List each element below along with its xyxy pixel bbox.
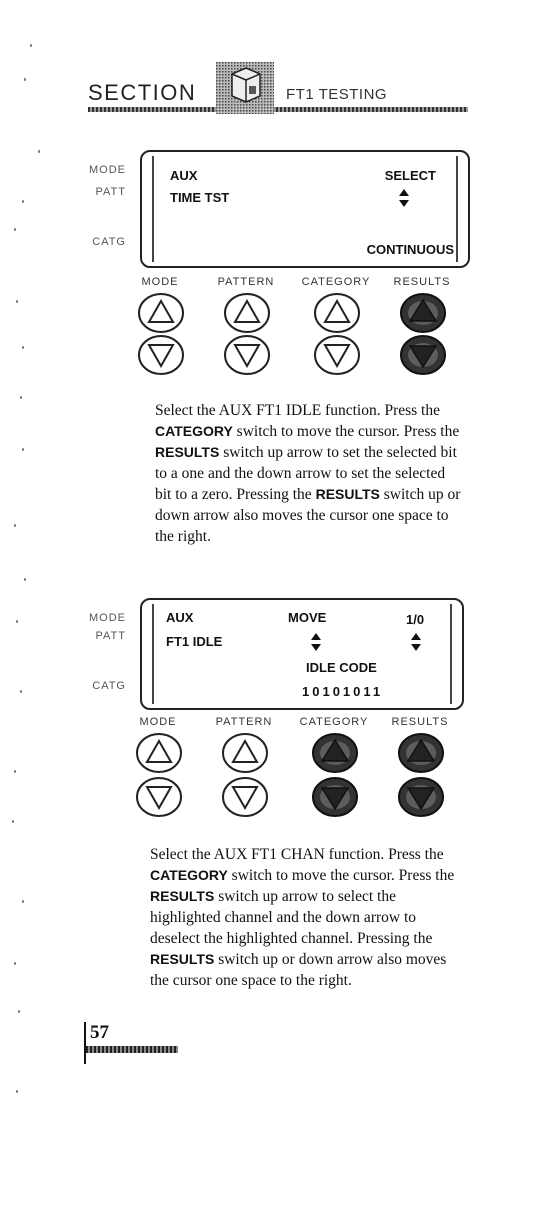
instruction-paragraph-2: Select the AUX FT1 CHAN function. Press the CATEGORY switch to move the cursor. Press the RESULTS switch up arrow to select the highlighted channel and the down arrow to deselect the highlighted channel. Pressing the RESULTS switch up or down arrow also moves the cursor one space to the right. [150, 846, 455, 989]
margin-speck [16, 300, 18, 303]
margin-speck [14, 228, 16, 231]
margin-speck [14, 524, 16, 527]
ft1-testing-module-icon [216, 62, 274, 114]
margin-speck [20, 396, 22, 399]
lcd-line1-right: SELECT [384, 168, 436, 183]
lcd-display [140, 598, 464, 710]
mode-up-button[interactable] [134, 732, 184, 774]
margin-speck [14, 770, 16, 773]
results-up-button[interactable] [398, 292, 448, 334]
results-down-button[interactable] [396, 776, 446, 818]
up-down-arrows-icon [310, 630, 322, 659]
patt-indicator-label: PATT [95, 186, 126, 198]
mode-down-button[interactable] [134, 776, 184, 818]
idle-code-bits: 10101011 [302, 684, 384, 699]
pattern-button-label: PATTERN [217, 276, 275, 288]
mode-down-button[interactable] [136, 334, 186, 376]
mode-button-label: MODE [141, 276, 179, 288]
lcd-line1-left: AUX [170, 168, 198, 183]
catg-indicator-label: CATG [92, 680, 126, 692]
category-button-label: CATEGORY [301, 276, 371, 288]
margin-speck [38, 150, 40, 153]
page-number-tick [84, 1022, 86, 1064]
margin-speck [20, 690, 22, 693]
lcd-line3-mid: IDLE CODE [306, 660, 377, 675]
results-down-button[interactable] [398, 334, 448, 376]
margin-speck [14, 962, 16, 965]
margin-speck [22, 448, 24, 451]
mode-indicator-label: MODE [89, 164, 126, 176]
results-button-label: RESULTS [391, 716, 449, 728]
margin-speck [22, 200, 24, 203]
category-down-button[interactable] [310, 776, 360, 818]
results-button-label: RESULTS [393, 276, 451, 288]
lcd-display [140, 150, 470, 268]
margin-speck [22, 346, 24, 349]
pattern-down-button[interactable] [222, 334, 272, 376]
lcd-line1-left: AUX [166, 610, 194, 625]
category-up-button[interactable] [312, 292, 362, 334]
footer-rule [86, 1046, 178, 1053]
mode-indicator-label: MODE [89, 612, 126, 624]
lcd-line4-right: CONTINUOUS [366, 242, 454, 257]
margin-speck [30, 44, 32, 47]
lcd-line1-mid: MOVE [288, 610, 327, 625]
page-number: 57 [90, 1022, 109, 1043]
lcd-line2-left: TIME TST [170, 190, 230, 205]
up-down-arrows-icon [398, 186, 410, 215]
results-up-button[interactable] [396, 732, 446, 774]
section-subtitle: FT1 TESTING [286, 86, 388, 103]
pattern-down-button[interactable] [220, 776, 270, 818]
margin-speck [18, 1010, 20, 1013]
pattern-button-label: PATTERN [215, 716, 273, 728]
pattern-up-button[interactable] [222, 292, 272, 334]
catg-indicator-label: CATG [92, 236, 126, 248]
margin-speck [22, 900, 24, 903]
margin-speck [16, 620, 18, 623]
lcd-line2-left: FT1 IDLE [166, 634, 223, 649]
lcd-line1-right: 1/0 [406, 612, 425, 627]
header-rule [88, 107, 468, 112]
pattern-up-button[interactable] [220, 732, 270, 774]
margin-speck [24, 578, 26, 581]
mode-up-button[interactable] [136, 292, 186, 334]
section-heading: SECTION [88, 80, 197, 105]
category-up-button[interactable] [310, 732, 360, 774]
margin-speck [12, 820, 14, 823]
margin-speck [16, 1090, 18, 1093]
mode-button-label: MODE [139, 716, 177, 728]
category-down-button[interactable] [312, 334, 362, 376]
category-button-label: CATEGORY [299, 716, 369, 728]
up-down-arrows-icon [410, 630, 422, 659]
instruction-paragraph-1: Select the AUX FT1 IDLE function. Press the CATEGORY switch to move the cursor. Press the RESULTS switch up arrow to set the selected bit to a one and the down arrow to set the selected bit to a zero. Pressing the RESULTS switch up or down arrow also moves the cursor one space to the right. [155, 402, 461, 545]
patt-indicator-label: PATT [95, 630, 126, 642]
margin-speck [24, 78, 26, 81]
